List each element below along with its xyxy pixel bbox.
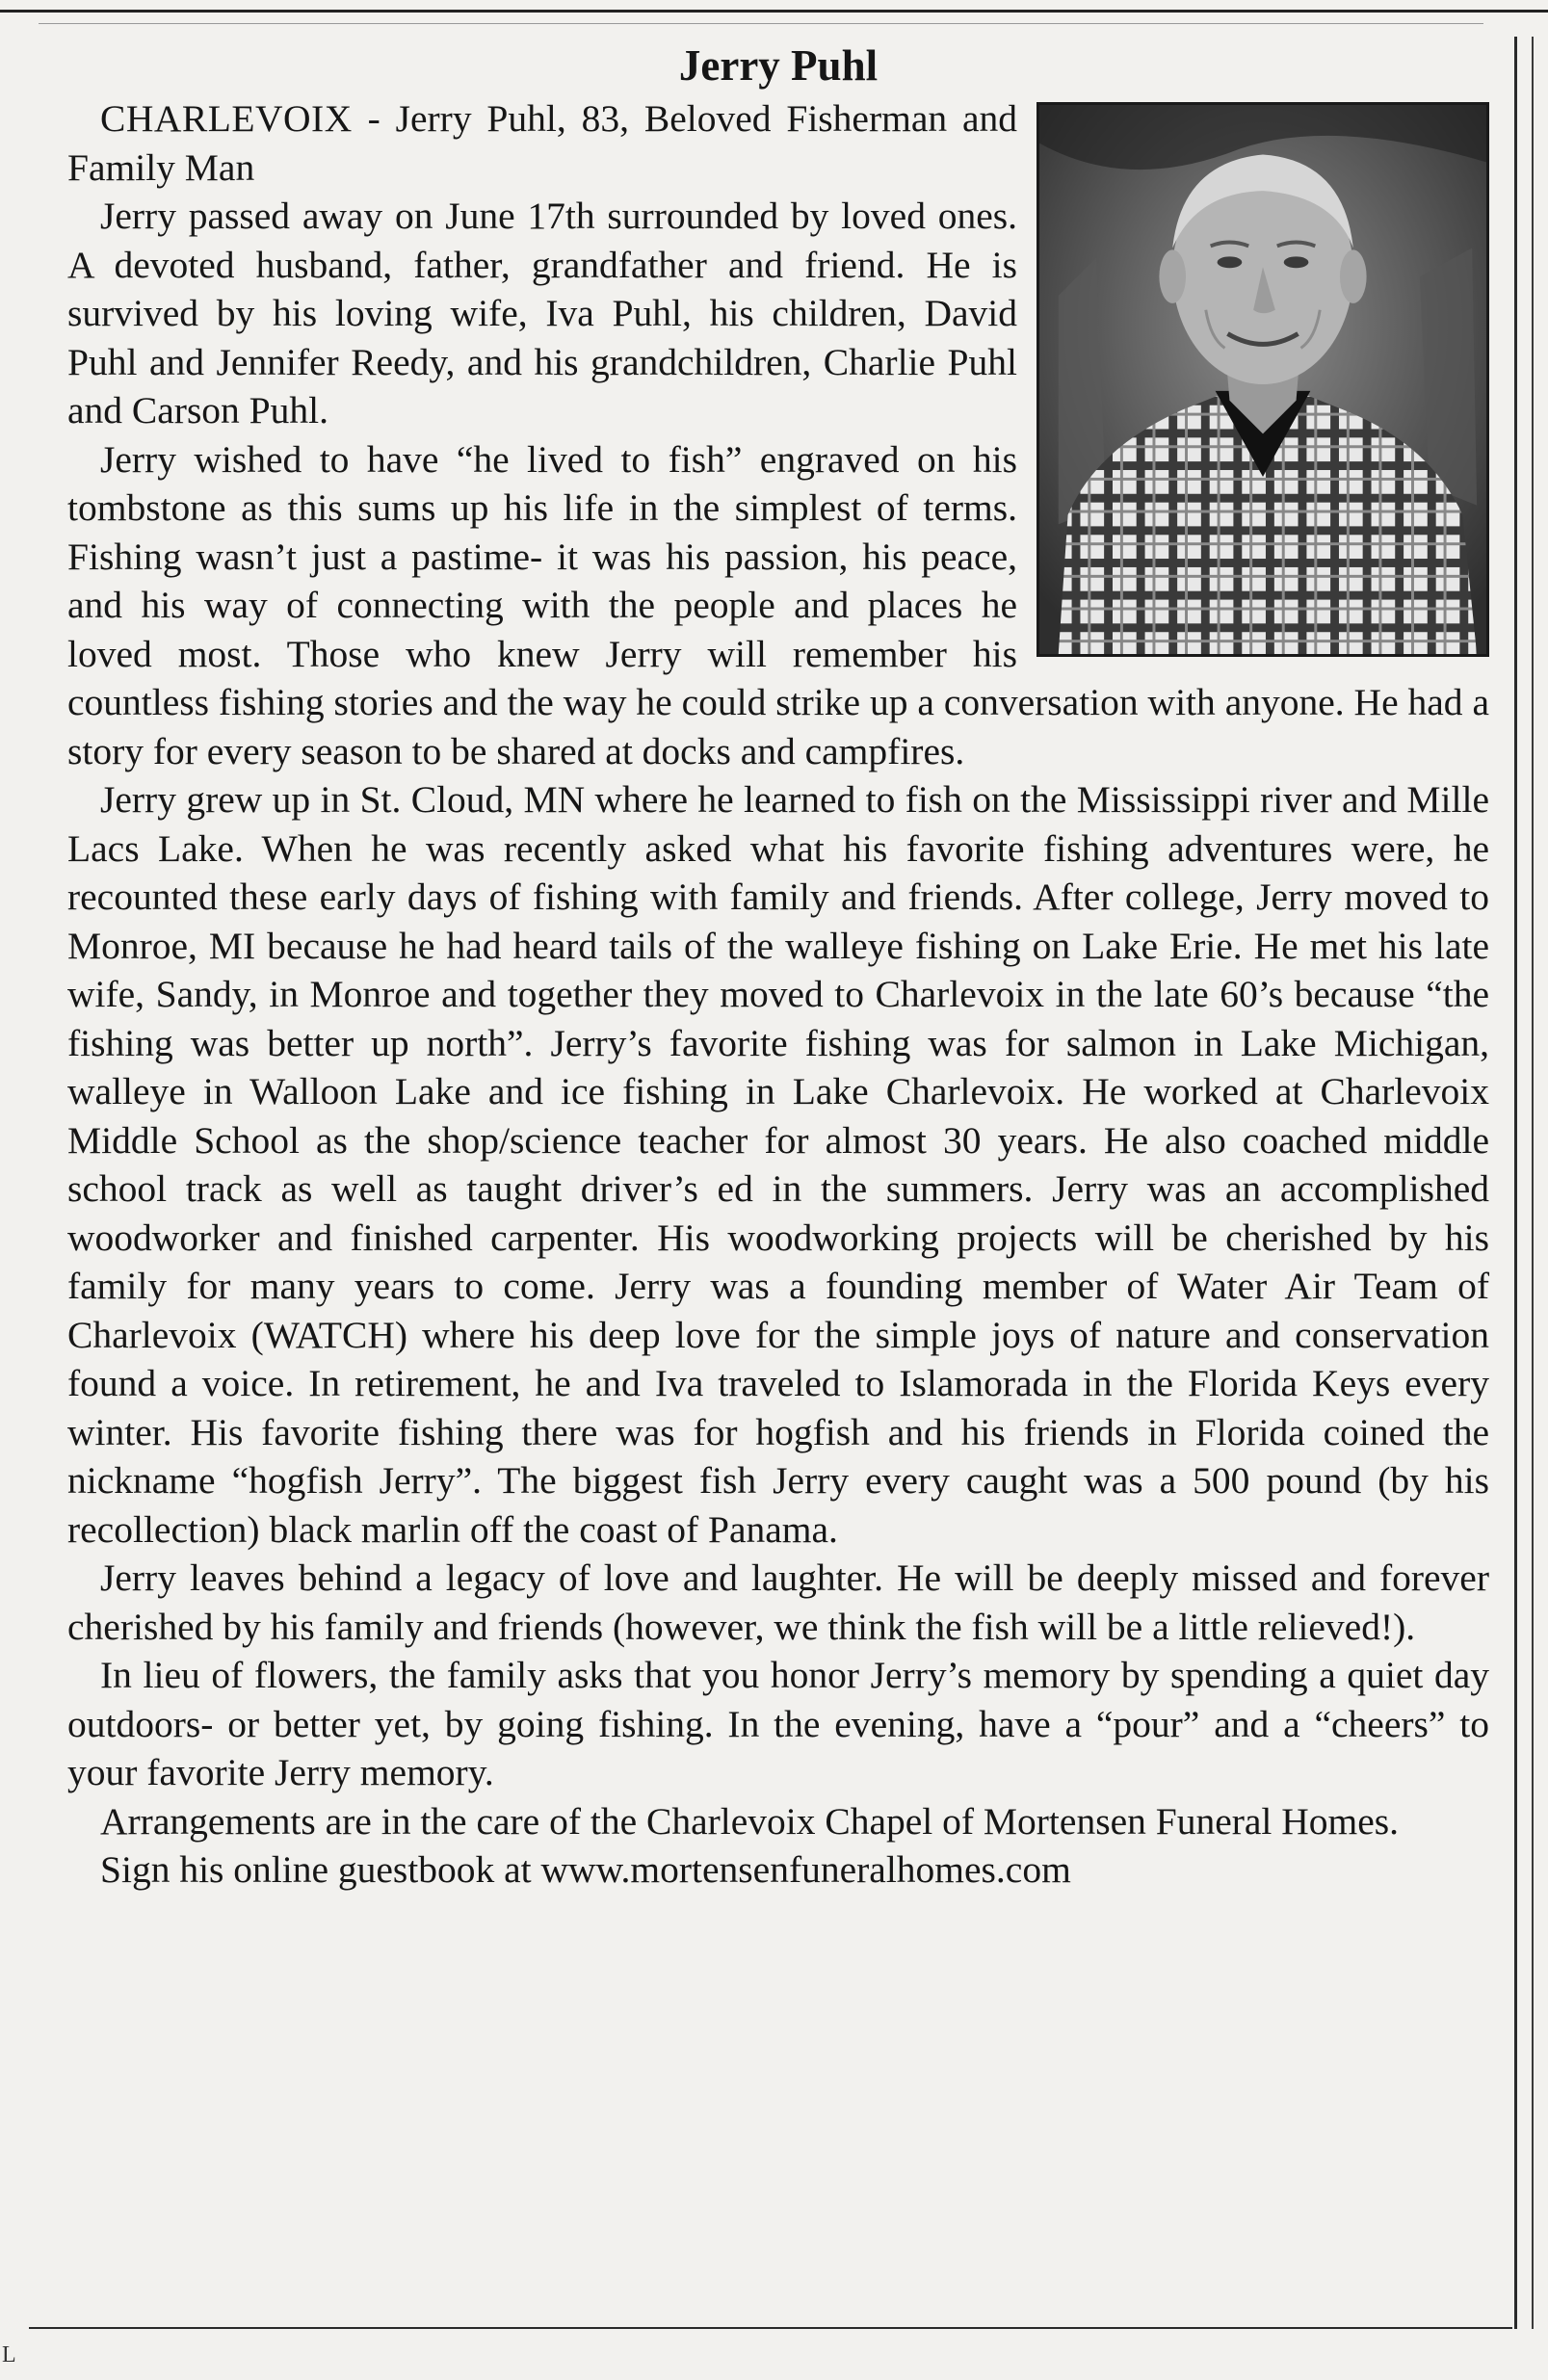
obituary-paragraph: Jerry leaves behind a legacy of love and laughter. He will be deeply missed and forever cherished by his family and friends (however, we think the fish will be a little relieved!). (67, 1556, 1489, 1648)
top-thin-rule (39, 23, 1483, 24)
column-rule-outer (1532, 37, 1534, 2329)
obituary-article (67, 39, 1489, 1895)
bottom-rule (29, 2327, 1512, 2329)
obituary-paragraph: Arrangements are in the care of the Charlevoix Chapel of Mortensen Funeral Homes. (100, 1799, 1400, 1843)
dateline: CHARLEVOIX (100, 97, 353, 140)
lead-text: - Jerry Puhl, 83, Beloved Fisherman and Family Man (67, 97, 1017, 189)
portrait-photo (1036, 102, 1489, 657)
guestbook-line: Sign his online guestbook at www.mortensenfuneralhomes.com (100, 1848, 1071, 1891)
obituary-paragraph: Jerry grew up in St. Cloud, MN where he learned to fish on the Mississippi river and Mille Lacs Lake. When he was recently asked what his favorite fishing adventures were, he recounted these early days of fishing with family and friends. After college, Jerry moved to Monroe, MI because he had heard tails of the walleye fishing on Lake Erie. He met his late wife, Sandy, in Monroe and together they moved to Charlevoix in the late 60’s because “the fishing was better up north”. Jerry’s favorite fishing was for salmon in Lake Michigan, walleye in Walloon Lake and ice fishing in Lake Charlevoix. He worked at Charlevoix Middle School as the shop/science teacher for almost 30 years. He also coached middle school track as well as taught driver’s ed in the summers. Jerry was an accomplished woodworker and finished carpenter. His woodworking projects will be cherished by his family for many years to come. Jerry was a founding member of Water Air Team of Charlevoix (WATCH) where his deep love for the simple joys of nature and conservation found a voice. In retirement, he and Iva traveled to Islamorada in the Florida Keys every winter. His favorite fishing there was for hogfish and his friends in Florida coined the nickname “hogfish Jerry”. The biggest fish Jerry every caught was a 500 pound (by his recollection) black marlin off the coast of Panama. (67, 778, 1489, 1551)
top-rule (0, 10, 1548, 13)
column-rule (1514, 37, 1517, 2329)
obituary-paragraph: Jerry passed away on June 17th surrounded by loved ones. A devoted husband, father, grandfather and friend. He is survived by his loving wife, Iva Puhl, his children, David Puhl and Jennifer Reedy, and his grandchildren, Charlie Puhl and Carson Puhl. (67, 195, 1017, 432)
obituary-headline: Jerry Puhl (678, 41, 879, 90)
corner-mark: L (2, 2342, 16, 2367)
obituary-paragraph: In lieu of flowers, the family asks that you honor Jerry’s memory by spending a quiet day outdoors- or better yet, by going fishing. In the evening, have a “pour” and a “cheers” to your favorite Jerry memory. (67, 1654, 1489, 1793)
portrait-photo-icon (1039, 105, 1486, 654)
obituary-paragraph: Jerry wished to have “he lived to fish” engraved on his tombstone as this sums up his life in the simplest of terms. Fishing wasn’t just a pastime- it was his passion, his peace, and his way of connecting with the people and places he loved most. Those who knew Jerry will remember his countless fishing stories and the way he could strike up a conversation with anyone. He had a story for every season to be shared at docks and campfires. (67, 437, 1489, 772)
